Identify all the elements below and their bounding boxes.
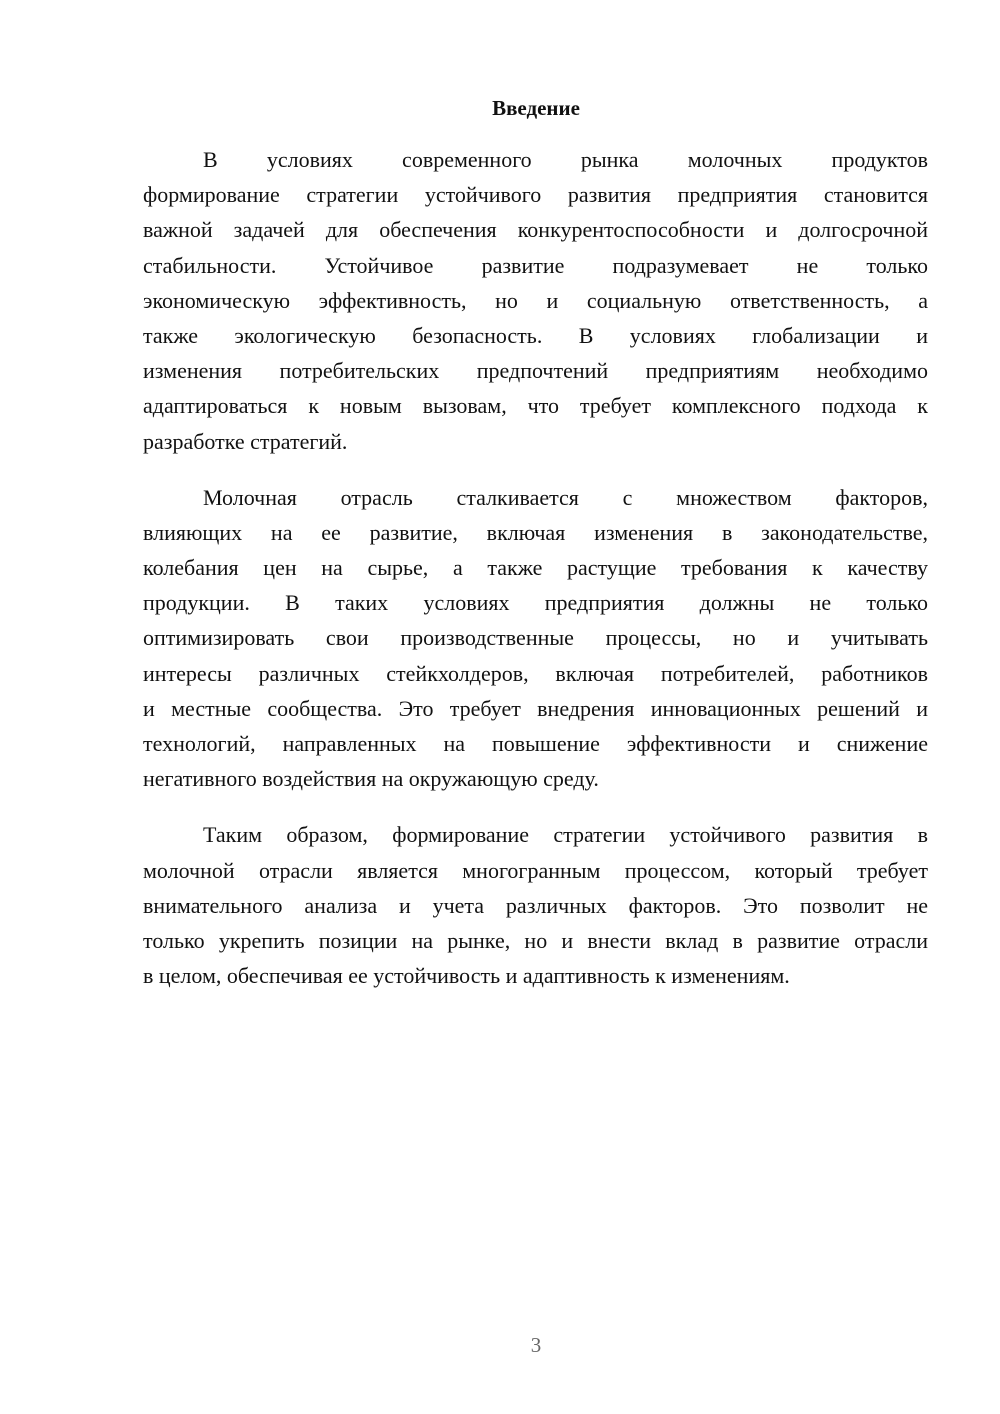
- text-line: также экологическую безопасность. В условиях глобализации и: [143, 322, 928, 348]
- text-line: интересы различных стейкхолдеров, включая потребителей, работников: [143, 660, 928, 686]
- text-line: изменения потребительских предпочтений предприятиям необходимо: [143, 358, 928, 384]
- paragraph: [143, 817, 928, 993]
- text-line: негативного воздействия на окружающую среду.: [143, 766, 599, 792]
- text-line: молочной отрасли является многогранным процессом, который требует: [143, 857, 928, 883]
- text-line: продукции. В таких условиях предприятия должны не только: [143, 590, 928, 616]
- text-line: формирование стратегии устойчивого развития предприятия становится: [143, 182, 928, 208]
- text-line: адаптироваться к новым вызовам, что требует комплексного подхода к: [143, 393, 928, 419]
- document-body: [143, 142, 928, 1014]
- text-line: и местные сообщества. Это требует внедрения инновационных решений и: [143, 695, 928, 721]
- text-line: разработке стратегий.: [143, 428, 348, 454]
- text-line: В условиях современного рынка молочных продуктов: [203, 147, 928, 172]
- text-line: оптимизировать свои производственные процессы, но и учитывать: [143, 625, 928, 651]
- text-line: только укрепить позиции на рынке, но и внести вклад в развитие отрасли: [143, 927, 928, 953]
- text-line: в целом, обеспечивая ее устойчивость и адаптивность к изменениям.: [143, 963, 790, 989]
- text-line: технологий, направленных на повышение эффективности и снижение: [143, 731, 928, 756]
- text-line: Таким образом, формирование стратегии устойчивого развития в: [203, 822, 928, 848]
- text-line: колебания цен на сырье, а также растущие требования к качеству: [143, 555, 928, 581]
- text-line: важной задачей для обеспечения конкурентоспособности и долгосрочной: [143, 217, 928, 243]
- text-line: Молочная отрасль сталкивается с множеством факторов,: [203, 484, 928, 510]
- paragraph: [143, 142, 928, 459]
- paragraph: [143, 480, 928, 797]
- page-number: 3: [530, 1333, 542, 1357]
- section-title: Введение: [492, 96, 580, 120]
- text-line: стабильности. Устойчивое развитие подразумевает не только: [143, 252, 928, 278]
- text-line: экономическую эффективность, но и социальную ответственность, а: [143, 287, 928, 313]
- text-line: влияющих на ее развитие, включая изменения в законодательстве,: [143, 519, 928, 545]
- text-line: внимательного анализа и учета различных факторов. Это позволит не: [143, 892, 928, 918]
